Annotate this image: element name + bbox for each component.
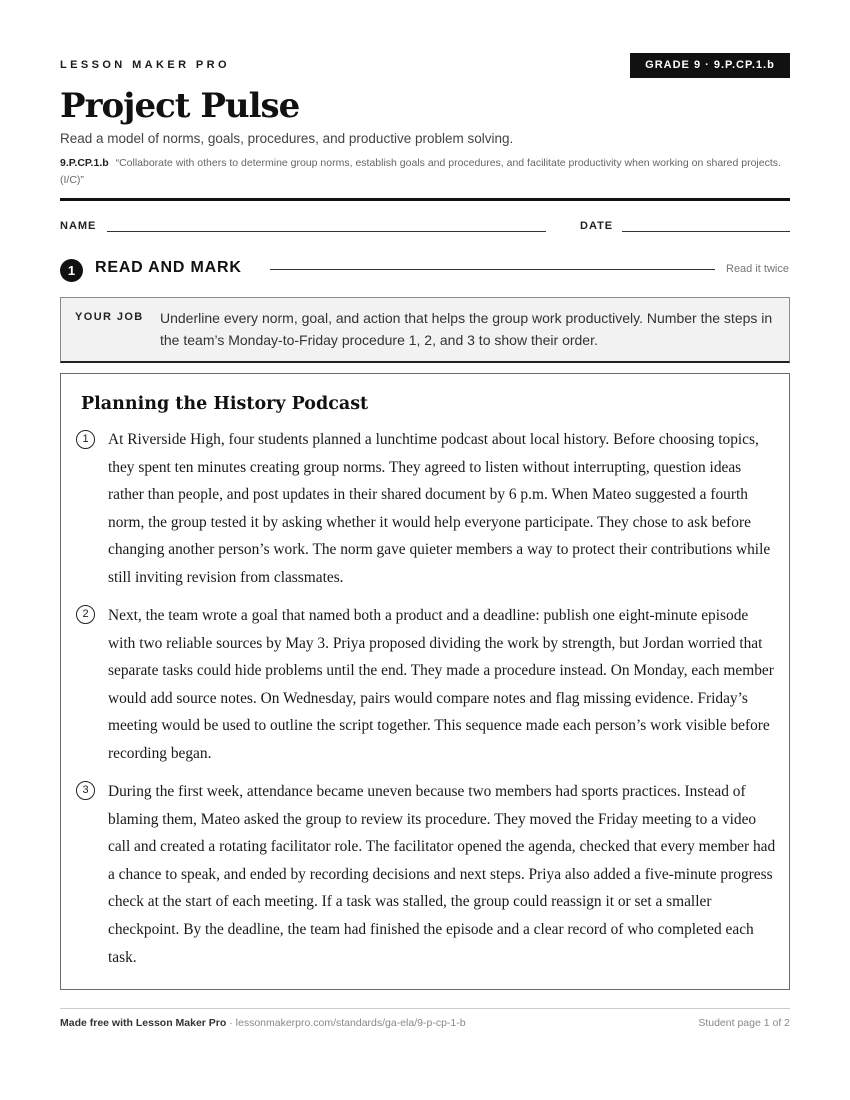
section-divider (270, 269, 715, 270)
paragraph-number-badge: 3 (76, 781, 95, 800)
passage-paragraph: Next, the team wrote a goal that named both a product and a deadline: publish one eight-minute episode with two reliable sources by May 3. Priya proposed dividing the work by strength, but Jordan worried that separate tasks could hide problems until the end. They made a procedure instead. On Monday, each member would add source notes. On Wednesday, pairs would compare notes and flag missing evidence. Friday’s meeting would be used to outline the script together. This sequence made each person’s work visible before recording began. (108, 607, 774, 762)
date-label: DATE (580, 220, 614, 232)
brand-name: LESSON MAKER PRO (60, 59, 230, 71)
standard-text: “Collaborate with others to determine group norms, establish goals and procedures, and facilitate productivity when working on shared projects. (I/C)” (60, 157, 781, 186)
instructions-text: Underline every norm, goal, and action that helps the group work productively. Number the steps in the team’s Monday-to-Friday procedure 1, 2, and 3 to show their order. (160, 310, 773, 348)
paragraph-number-badge: 1 (76, 430, 95, 449)
paragraph-number-badge: 2 (76, 605, 95, 624)
footer-url[interactable]: · lessonmakerpro.com/standards/ga-ela/9-p-cp-1-b (226, 1017, 466, 1029)
standard-code: 9.P.CP.1.b (60, 157, 109, 169)
passage-paragraph: At Riverside High, four students planned a lunchtime podcast about local history. Before choosing topics, they spent ten minutes creating group norms. They agreed to listen without interrupting, question ideas rather than people, and post updates in their shared document by 6 p.m. When Mateo suggested a fourth norm, the group tested it by asking whether it would help everyone participate. They chose to ask before changing another person’s work. The norm gave quieter members a way to protect their contributions while still inviting revision from classmates. (108, 431, 771, 586)
footer-divider (60, 1008, 790, 1009)
footer-made-with: Made free with Lesson Maker Pro (60, 1017, 227, 1029)
header-divider (60, 198, 790, 201)
date-field[interactable] (622, 231, 790, 232)
passage-paragraph: During the first week, attendance became uneven because two members had sports practices. Instead of blaming them, Mateo asked the group to review its procedure. They moved the Friday meeting to a video call and created a rotating facilitator role. The facilitator opened the agenda, checked that every member had a chance to speak, and ended by recording decisions and next steps. Priya also added a five-minute progress check at the start of each meeting. If a task was stalled, the group could reassign it or set a smaller checkpoint. By the deadline, the team had finished the episode and a clear record of who completed each task. (108, 783, 776, 966)
grade-badge: GRADE 9 · 9.P.CP.1.b (630, 53, 790, 78)
name-label: NAME (60, 220, 97, 232)
page-subtitle: Read a model of norms, goals, procedures, and productive problem solving. (60, 131, 514, 146)
page-title: Project Pulse (60, 86, 300, 126)
footer-credit (60, 1017, 466, 1029)
instructions-box (60, 297, 790, 363)
standard-description (60, 155, 790, 189)
section-note: Read it twice (726, 263, 789, 275)
section-number-badge: 1 (60, 259, 83, 282)
footer-page-number: Student page 1 of 2 (698, 1017, 790, 1029)
reading-passage (60, 373, 790, 990)
name-field[interactable] (107, 231, 546, 232)
instructions-label: YOUR JOB (75, 311, 144, 323)
passage-title: Planning the History Podcast (81, 394, 369, 414)
section-title: READ AND MARK (95, 259, 242, 276)
